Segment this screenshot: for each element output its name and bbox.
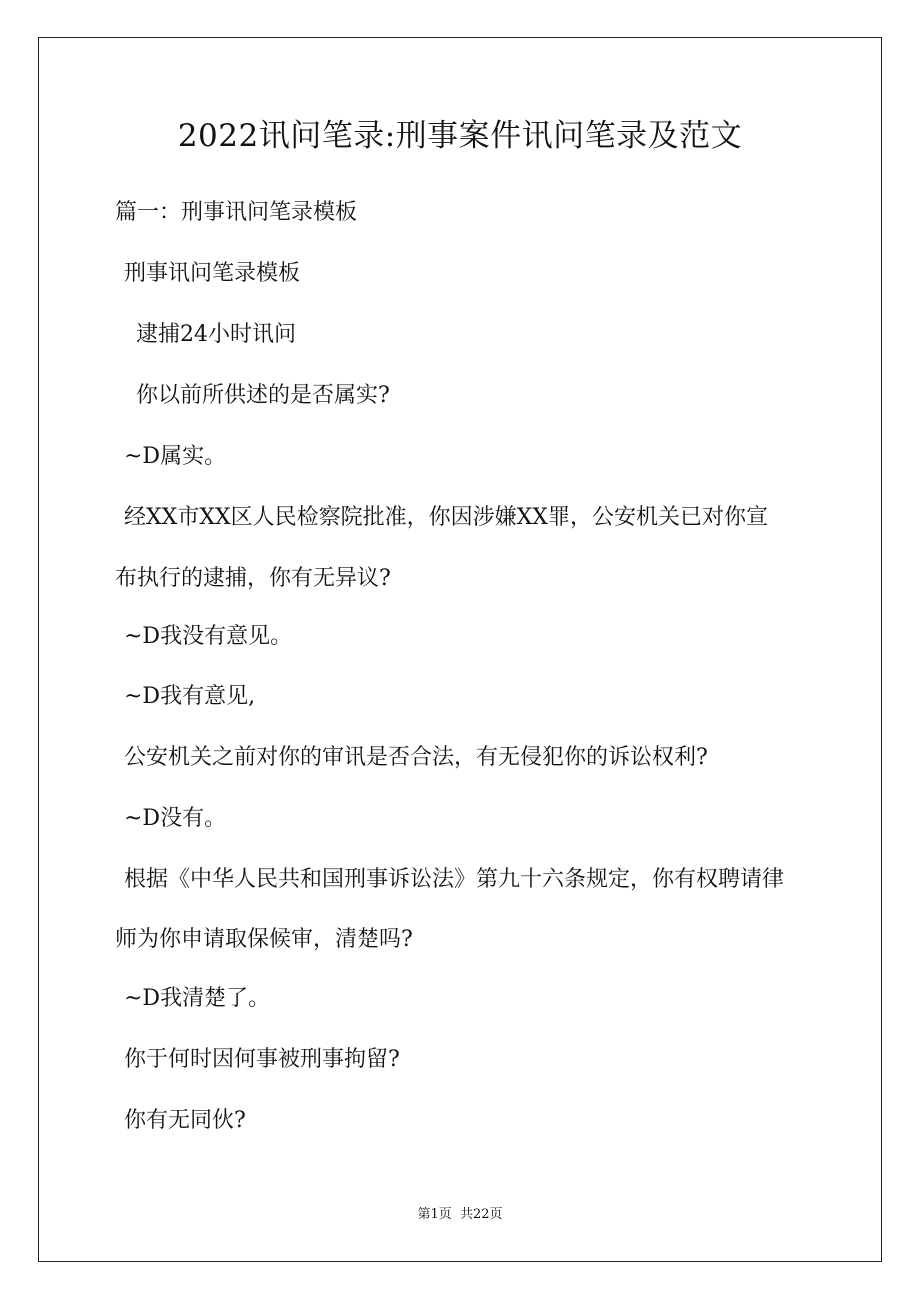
document-title: 2022讯问笔录:刑事案件讯问笔录及范文	[177, 118, 743, 154]
text-line: 师为你申请取保候审，清楚吗?	[115, 927, 413, 952]
text-line: ~D没有。	[124, 806, 227, 831]
text-line: 经XX市XX区人民检察院批准，你因涉嫌XX罪，公安机关已对你宣	[124, 505, 768, 530]
section-heading: 篇一：刑事讯问笔录模板	[115, 200, 358, 225]
text-line: 根据《中华人民共和国刑事诉讼法》第九十六条规定，你有权聘请律	[124, 867, 785, 892]
text-line: ~D我没有意见。	[124, 624, 293, 649]
text-line: ~D我清楚了。	[124, 986, 271, 1011]
text-line: 公安机关之前对你的审讯是否合法，有无侵犯你的诉讼权利?	[124, 745, 708, 770]
text-line: ~D我有意见,	[124, 684, 256, 709]
text-line: 逮捕24小时讯问	[136, 322, 296, 347]
text-line: 你于何时因何事被刑事拘留?	[124, 1047, 400, 1072]
text-line: 你有无同伙?	[124, 1108, 246, 1133]
text-line: 布执行的逮捕，你有无异议?	[115, 566, 391, 591]
text-line: ~D属实。	[124, 444, 227, 469]
page-footer: 第1页 共22页	[417, 1207, 503, 1222]
text-line: 你以前所供述的是否属实?	[136, 383, 390, 408]
text-line: 刑事讯问笔录模板	[124, 261, 301, 286]
